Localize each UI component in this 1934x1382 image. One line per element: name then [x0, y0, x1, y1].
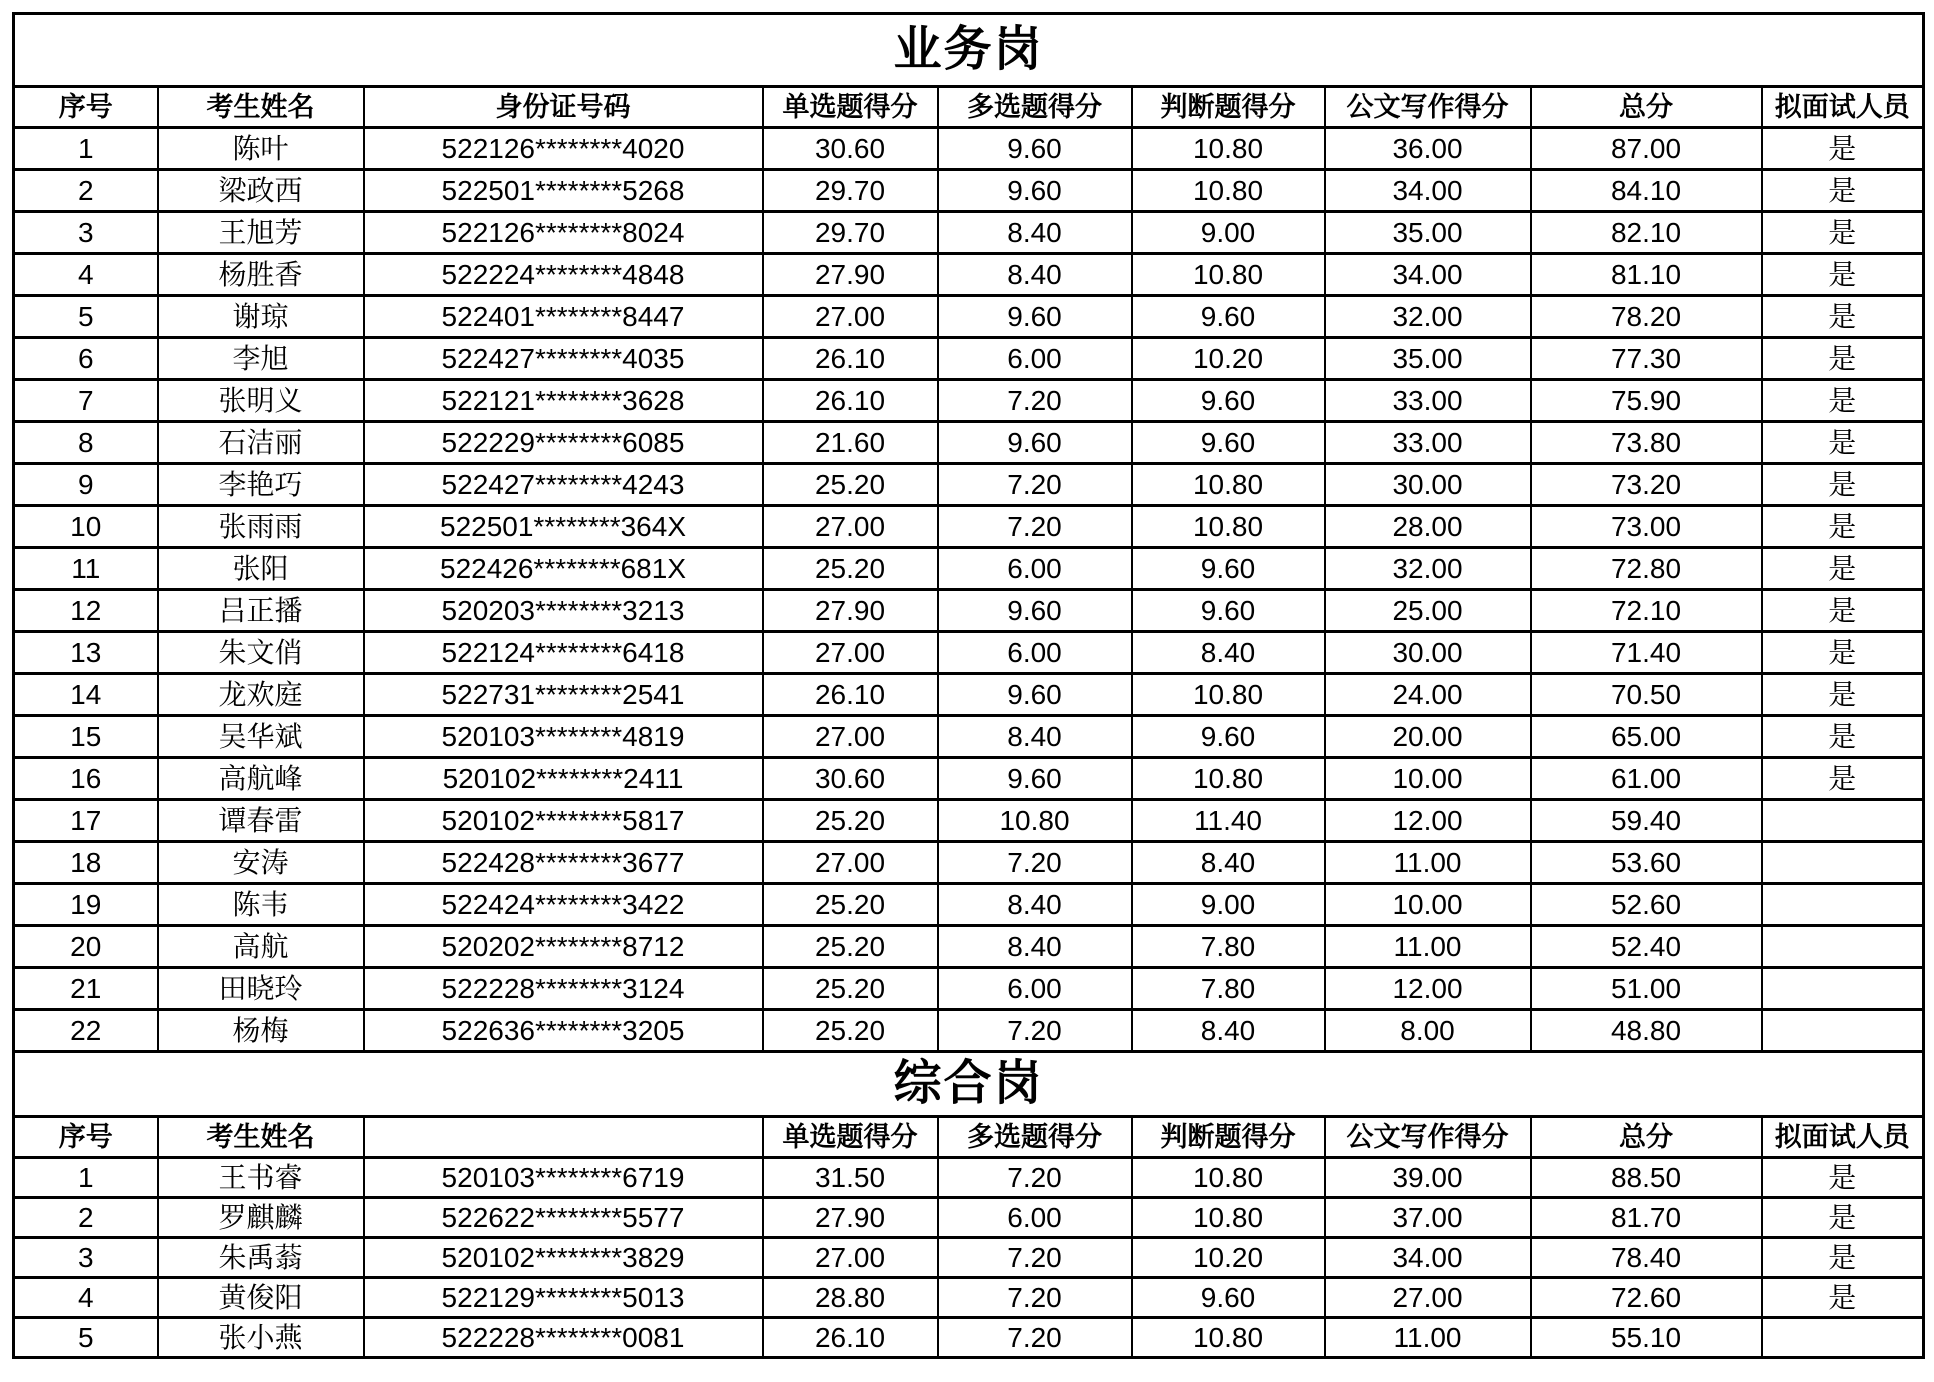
section-title-comprehensive: 综合岗 — [14, 1052, 1924, 1117]
cell-single: 25.20 — [763, 800, 938, 842]
cell-no: 17 — [14, 800, 158, 842]
cell-no: 15 — [14, 716, 158, 758]
cell-write: 30.00 — [1325, 464, 1531, 506]
cell-no: 13 — [14, 632, 158, 674]
cell-judge: 10.80 — [1132, 1158, 1325, 1198]
cell-single: 27.00 — [763, 842, 938, 884]
cell-total: 77.30 — [1531, 338, 1762, 380]
cell-itv: 是 — [1762, 1278, 1924, 1318]
cell-no: 2 — [14, 1198, 158, 1238]
cell-id: 522129********5013 — [364, 1278, 763, 1318]
section-title-business: 业务岗 — [14, 14, 1924, 87]
cell-multi: 7.20 — [938, 1010, 1132, 1052]
cell-single: 25.20 — [763, 464, 938, 506]
cell-total: 73.00 — [1531, 506, 1762, 548]
cell-name: 安涛 — [158, 842, 364, 884]
cell-multi: 7.20 — [938, 842, 1132, 884]
cell-write: 12.00 — [1325, 968, 1531, 1010]
cell-write: 33.00 — [1325, 380, 1531, 422]
table-header-row — [14, 1117, 1924, 1158]
table-row — [14, 548, 1924, 590]
cell-no: 3 — [14, 1238, 158, 1278]
cell-total: 53.60 — [1531, 842, 1762, 884]
cell-id: 522428********3677 — [364, 842, 763, 884]
cell-no: 4 — [14, 254, 158, 296]
cell-write: 20.00 — [1325, 716, 1531, 758]
cell-no: 5 — [14, 296, 158, 338]
cell-write: 34.00 — [1325, 1238, 1531, 1278]
cell-no: 14 — [14, 674, 158, 716]
cell-itv: 是 — [1762, 212, 1924, 254]
cell-write: 30.00 — [1325, 632, 1531, 674]
cell-single: 26.10 — [763, 338, 938, 380]
cell-name: 王旭芳 — [158, 212, 364, 254]
exam-score-table — [12, 12, 1925, 1359]
cell-total: 73.80 — [1531, 422, 1762, 464]
cell-write: 34.00 — [1325, 254, 1531, 296]
cell-itv: 是 — [1762, 254, 1924, 296]
table-row — [14, 590, 1924, 632]
cell-id: 522228********3124 — [364, 968, 763, 1010]
cell-id: 520103********4819 — [364, 716, 763, 758]
col-header-writing-score: 公文写作得分 — [1325, 1117, 1531, 1158]
cell-multi: 7.20 — [938, 1158, 1132, 1198]
table-row — [14, 1158, 1924, 1198]
cell-single: 26.10 — [763, 1318, 938, 1358]
cell-judge: 10.80 — [1132, 1318, 1325, 1358]
cell-itv: 是 — [1762, 758, 1924, 800]
cell-single: 27.90 — [763, 1198, 938, 1238]
cell-multi: 8.40 — [938, 254, 1132, 296]
cell-name: 朱文俏 — [158, 632, 364, 674]
cell-no: 9 — [14, 464, 158, 506]
cell-judge: 10.80 — [1132, 1198, 1325, 1238]
cell-name: 陈叶 — [158, 128, 364, 170]
cell-no: 19 — [14, 884, 158, 926]
cell-multi: 6.00 — [938, 548, 1132, 590]
table-row — [14, 800, 1924, 842]
cell-no: 16 — [14, 758, 158, 800]
table-row — [14, 296, 1924, 338]
cell-write: 8.00 — [1325, 1010, 1531, 1052]
cell-itv: 是 — [1762, 170, 1924, 212]
cell-id: 522501********364X — [364, 506, 763, 548]
cell-judge: 9.60 — [1132, 590, 1325, 632]
cell-single: 25.20 — [763, 926, 938, 968]
cell-multi: 9.60 — [938, 296, 1132, 338]
cell-single: 31.50 — [763, 1158, 938, 1198]
cell-id: 522124********6418 — [364, 632, 763, 674]
col-header-interview: 拟面试人员 — [1762, 87, 1924, 128]
cell-name: 王书睿 — [158, 1158, 364, 1198]
cell-total: 73.20 — [1531, 464, 1762, 506]
cell-name: 杨梅 — [158, 1010, 364, 1052]
cell-single: 25.20 — [763, 1010, 938, 1052]
cell-total: 72.60 — [1531, 1278, 1762, 1318]
col-header-no: 序号 — [14, 1117, 158, 1158]
cell-total: 75.90 — [1531, 380, 1762, 422]
cell-itv: 是 — [1762, 632, 1924, 674]
cell-multi: 9.60 — [938, 758, 1132, 800]
cell-judge: 10.80 — [1132, 674, 1325, 716]
cell-total: 72.10 — [1531, 590, 1762, 632]
cell-multi: 8.40 — [938, 716, 1132, 758]
col-header-total-score: 总分 — [1531, 87, 1762, 128]
cell-multi: 9.60 — [938, 674, 1132, 716]
table-row — [14, 884, 1924, 926]
col-header-id-number: 身份证号码 — [364, 87, 763, 128]
cell-judge: 10.80 — [1132, 464, 1325, 506]
table-section-business — [14, 14, 1924, 1052]
cell-multi: 9.60 — [938, 422, 1132, 464]
cell-id: 522731********2541 — [364, 674, 763, 716]
table-row — [14, 1318, 1924, 1358]
cell-total: 78.20 — [1531, 296, 1762, 338]
cell-judge: 9.60 — [1132, 380, 1325, 422]
cell-judge: 8.40 — [1132, 842, 1325, 884]
table-row — [14, 380, 1924, 422]
cell-name: 田晓玲 — [158, 968, 364, 1010]
cell-write: 11.00 — [1325, 926, 1531, 968]
table-row — [14, 1278, 1924, 1318]
cell-single: 28.80 — [763, 1278, 938, 1318]
cell-single: 27.00 — [763, 506, 938, 548]
cell-multi: 8.40 — [938, 212, 1132, 254]
cell-multi: 6.00 — [938, 338, 1132, 380]
col-header-multi-score: 多选题得分 — [938, 87, 1132, 128]
cell-total: 55.10 — [1531, 1318, 1762, 1358]
cell-no: 21 — [14, 968, 158, 1010]
cell-write: 12.00 — [1325, 800, 1531, 842]
cell-judge: 10.80 — [1132, 170, 1325, 212]
col-header-multi-score: 多选题得分 — [938, 1117, 1132, 1158]
cell-total: 81.10 — [1531, 254, 1762, 296]
cell-itv: 是 — [1762, 674, 1924, 716]
cell-id: 520102********5817 — [364, 800, 763, 842]
cell-name: 张雨雨 — [158, 506, 364, 548]
cell-single: 26.10 — [763, 674, 938, 716]
col-header-judge-score: 判断题得分 — [1132, 1117, 1325, 1158]
cell-name: 谢琼 — [158, 296, 364, 338]
cell-name: 张小燕 — [158, 1318, 364, 1358]
cell-itv: 是 — [1762, 1198, 1924, 1238]
cell-write: 32.00 — [1325, 548, 1531, 590]
table-section-comprehensive — [14, 1052, 1924, 1358]
table-row — [14, 716, 1924, 758]
cell-single: 30.60 — [763, 758, 938, 800]
cell-no: 20 — [14, 926, 158, 968]
cell-no: 22 — [14, 1010, 158, 1052]
cell-no: 11 — [14, 548, 158, 590]
cell-single: 25.20 — [763, 548, 938, 590]
cell-write: 11.00 — [1325, 842, 1531, 884]
cell-single: 29.70 — [763, 170, 938, 212]
cell-itv — [1762, 1010, 1924, 1052]
col-header-single-score: 单选题得分 — [763, 87, 938, 128]
cell-no: 4 — [14, 1278, 158, 1318]
cell-total: 52.60 — [1531, 884, 1762, 926]
cell-single: 27.00 — [763, 716, 938, 758]
table-row — [14, 674, 1924, 716]
cell-total: 65.00 — [1531, 716, 1762, 758]
cell-no: 7 — [14, 380, 158, 422]
cell-multi: 7.20 — [938, 1238, 1132, 1278]
cell-id: 522427********4035 — [364, 338, 763, 380]
cell-total: 87.00 — [1531, 128, 1762, 170]
cell-total: 84.10 — [1531, 170, 1762, 212]
cell-no: 2 — [14, 170, 158, 212]
cell-multi: 9.60 — [938, 590, 1132, 632]
cell-no: 10 — [14, 506, 158, 548]
table-row — [14, 1198, 1924, 1238]
cell-name: 黄俊阳 — [158, 1278, 364, 1318]
cell-multi: 7.20 — [938, 464, 1132, 506]
col-header-name: 考生姓名 — [158, 1117, 364, 1158]
section-title-row — [14, 1052, 1924, 1117]
cell-judge: 7.80 — [1132, 926, 1325, 968]
cell-multi: 7.20 — [938, 1278, 1132, 1318]
cell-total: 78.40 — [1531, 1238, 1762, 1278]
cell-judge: 9.60 — [1132, 296, 1325, 338]
cell-id: 520102********3829 — [364, 1238, 763, 1278]
cell-name: 罗麒麟 — [158, 1198, 364, 1238]
cell-write: 35.00 — [1325, 338, 1531, 380]
col-header-interview: 拟面试人员 — [1762, 1117, 1924, 1158]
cell-name: 吴华斌 — [158, 716, 364, 758]
table-row — [14, 128, 1924, 170]
cell-name: 梁政西 — [158, 170, 364, 212]
cell-total: 52.40 — [1531, 926, 1762, 968]
cell-write: 39.00 — [1325, 1158, 1531, 1198]
cell-id: 522121********3628 — [364, 380, 763, 422]
cell-itv: 是 — [1762, 464, 1924, 506]
table-row — [14, 1010, 1924, 1052]
cell-id: 522622********5577 — [364, 1198, 763, 1238]
cell-itv: 是 — [1762, 422, 1924, 464]
cell-itv: 是 — [1762, 380, 1924, 422]
cell-itv: 是 — [1762, 506, 1924, 548]
cell-id: 522126********4020 — [364, 128, 763, 170]
cell-total: 71.40 — [1531, 632, 1762, 674]
cell-itv — [1762, 968, 1924, 1010]
cell-write: 28.00 — [1325, 506, 1531, 548]
cell-no: 12 — [14, 590, 158, 632]
cell-name: 张明义 — [158, 380, 364, 422]
cell-single: 27.00 — [763, 296, 938, 338]
cell-single: 26.10 — [763, 380, 938, 422]
cell-name: 陈韦 — [158, 884, 364, 926]
cell-id: 522427********4243 — [364, 464, 763, 506]
cell-itv — [1762, 800, 1924, 842]
cell-no: 5 — [14, 1318, 158, 1358]
cell-itv: 是 — [1762, 128, 1924, 170]
cell-itv: 是 — [1762, 548, 1924, 590]
cell-multi: 6.00 — [938, 632, 1132, 674]
table-header-row — [14, 87, 1924, 128]
cell-judge: 9.60 — [1132, 716, 1325, 758]
cell-judge: 9.60 — [1132, 548, 1325, 590]
cell-total: 72.80 — [1531, 548, 1762, 590]
cell-write: 11.00 — [1325, 1318, 1531, 1358]
cell-total: 51.00 — [1531, 968, 1762, 1010]
table-row — [14, 212, 1924, 254]
cell-judge: 9.00 — [1132, 884, 1325, 926]
cell-no: 1 — [14, 128, 158, 170]
table-row — [14, 1238, 1924, 1278]
cell-id: 522126********8024 — [364, 212, 763, 254]
cell-single: 25.20 — [763, 968, 938, 1010]
cell-multi: 6.00 — [938, 1198, 1132, 1238]
cell-name: 吕正播 — [158, 590, 364, 632]
cell-write: 10.00 — [1325, 884, 1531, 926]
cell-id: 522501********5268 — [364, 170, 763, 212]
cell-judge: 10.80 — [1132, 254, 1325, 296]
cell-itv: 是 — [1762, 338, 1924, 380]
cell-no: 8 — [14, 422, 158, 464]
cell-multi: 7.20 — [938, 1318, 1132, 1358]
table-row — [14, 422, 1924, 464]
table-row — [14, 338, 1924, 380]
cell-id: 522424********3422 — [364, 884, 763, 926]
col-header-id-number — [364, 1117, 763, 1158]
col-header-single-score: 单选题得分 — [763, 1117, 938, 1158]
cell-single: 27.90 — [763, 590, 938, 632]
cell-id: 520102********2411 — [364, 758, 763, 800]
cell-id: 522636********3205 — [364, 1010, 763, 1052]
cell-itv — [1762, 842, 1924, 884]
cell-itv: 是 — [1762, 716, 1924, 758]
table-row — [14, 254, 1924, 296]
table-row — [14, 968, 1924, 1010]
table-row — [14, 758, 1924, 800]
cell-total: 61.00 — [1531, 758, 1762, 800]
cell-write: 37.00 — [1325, 1198, 1531, 1238]
cell-name: 李旭 — [158, 338, 364, 380]
cell-write: 36.00 — [1325, 128, 1531, 170]
cell-write: 35.00 — [1325, 212, 1531, 254]
col-header-total-score: 总分 — [1531, 1117, 1762, 1158]
cell-name: 朱禹蓊 — [158, 1238, 364, 1278]
cell-name: 谭春雷 — [158, 800, 364, 842]
cell-name: 石洁丽 — [158, 422, 364, 464]
cell-judge: 10.20 — [1132, 338, 1325, 380]
cell-multi: 6.00 — [938, 968, 1132, 1010]
section-title-row — [14, 14, 1924, 87]
cell-name: 张阳 — [158, 548, 364, 590]
col-header-name: 考生姓名 — [158, 87, 364, 128]
cell-single: 30.60 — [763, 128, 938, 170]
cell-id: 522426********681X — [364, 548, 763, 590]
cell-judge: 8.40 — [1132, 632, 1325, 674]
cell-total: 70.50 — [1531, 674, 1762, 716]
cell-single: 27.00 — [763, 632, 938, 674]
cell-no: 6 — [14, 338, 158, 380]
cell-judge: 10.80 — [1132, 506, 1325, 548]
cell-total: 81.70 — [1531, 1198, 1762, 1238]
cell-itv: 是 — [1762, 590, 1924, 632]
cell-judge: 11.40 — [1132, 800, 1325, 842]
table-row — [14, 632, 1924, 674]
cell-id: 522224********4848 — [364, 254, 763, 296]
cell-write: 32.00 — [1325, 296, 1531, 338]
cell-multi: 7.20 — [938, 380, 1132, 422]
col-header-no: 序号 — [14, 87, 158, 128]
cell-judge: 9.60 — [1132, 1278, 1325, 1318]
table-row — [14, 842, 1924, 884]
cell-itv — [1762, 926, 1924, 968]
table-row — [14, 506, 1924, 548]
cell-multi: 8.40 — [938, 884, 1132, 926]
cell-multi: 10.80 — [938, 800, 1132, 842]
cell-single: 21.60 — [763, 422, 938, 464]
cell-single: 27.00 — [763, 1238, 938, 1278]
cell-total: 88.50 — [1531, 1158, 1762, 1198]
cell-write: 34.00 — [1325, 170, 1531, 212]
cell-multi: 8.40 — [938, 926, 1132, 968]
cell-judge: 9.00 — [1132, 212, 1325, 254]
cell-itv: 是 — [1762, 1238, 1924, 1278]
cell-single: 29.70 — [763, 212, 938, 254]
cell-judge: 10.80 — [1132, 758, 1325, 800]
cell-id: 522229********6085 — [364, 422, 763, 464]
cell-itv: 是 — [1762, 1158, 1924, 1198]
cell-name: 高航 — [158, 926, 364, 968]
table-row — [14, 464, 1924, 506]
cell-total: 48.80 — [1531, 1010, 1762, 1052]
cell-single: 27.90 — [763, 254, 938, 296]
cell-judge: 7.80 — [1132, 968, 1325, 1010]
cell-id: 520202********8712 — [364, 926, 763, 968]
cell-name: 杨胜香 — [158, 254, 364, 296]
cell-judge: 10.80 — [1132, 128, 1325, 170]
col-header-judge-score: 判断题得分 — [1132, 87, 1325, 128]
cell-id: 522401********8447 — [364, 296, 763, 338]
col-header-writing-score: 公文写作得分 — [1325, 87, 1531, 128]
cell-id: 520103********6719 — [364, 1158, 763, 1198]
cell-judge: 8.40 — [1132, 1010, 1325, 1052]
cell-no: 18 — [14, 842, 158, 884]
cell-total: 59.40 — [1531, 800, 1762, 842]
cell-itv — [1762, 884, 1924, 926]
table-row — [14, 170, 1924, 212]
cell-multi: 7.20 — [938, 506, 1132, 548]
cell-judge: 10.20 — [1132, 1238, 1325, 1278]
cell-single: 25.20 — [763, 884, 938, 926]
table-row — [14, 926, 1924, 968]
cell-write: 33.00 — [1325, 422, 1531, 464]
cell-total: 82.10 — [1531, 212, 1762, 254]
cell-name: 龙欢庭 — [158, 674, 364, 716]
cell-id: 520203********3213 — [364, 590, 763, 632]
cell-write: 10.00 — [1325, 758, 1531, 800]
cell-name: 李艳巧 — [158, 464, 364, 506]
cell-itv — [1762, 1318, 1924, 1358]
cell-write: 27.00 — [1325, 1278, 1531, 1318]
cell-judge: 9.60 — [1132, 422, 1325, 464]
cell-write: 25.00 — [1325, 590, 1531, 632]
cell-write: 24.00 — [1325, 674, 1531, 716]
cell-no: 1 — [14, 1158, 158, 1198]
cell-id: 522228********0081 — [364, 1318, 763, 1358]
cell-multi: 9.60 — [938, 170, 1132, 212]
cell-no: 3 — [14, 212, 158, 254]
cell-name: 高航峰 — [158, 758, 364, 800]
cell-multi: 9.60 — [938, 128, 1132, 170]
cell-itv: 是 — [1762, 296, 1924, 338]
